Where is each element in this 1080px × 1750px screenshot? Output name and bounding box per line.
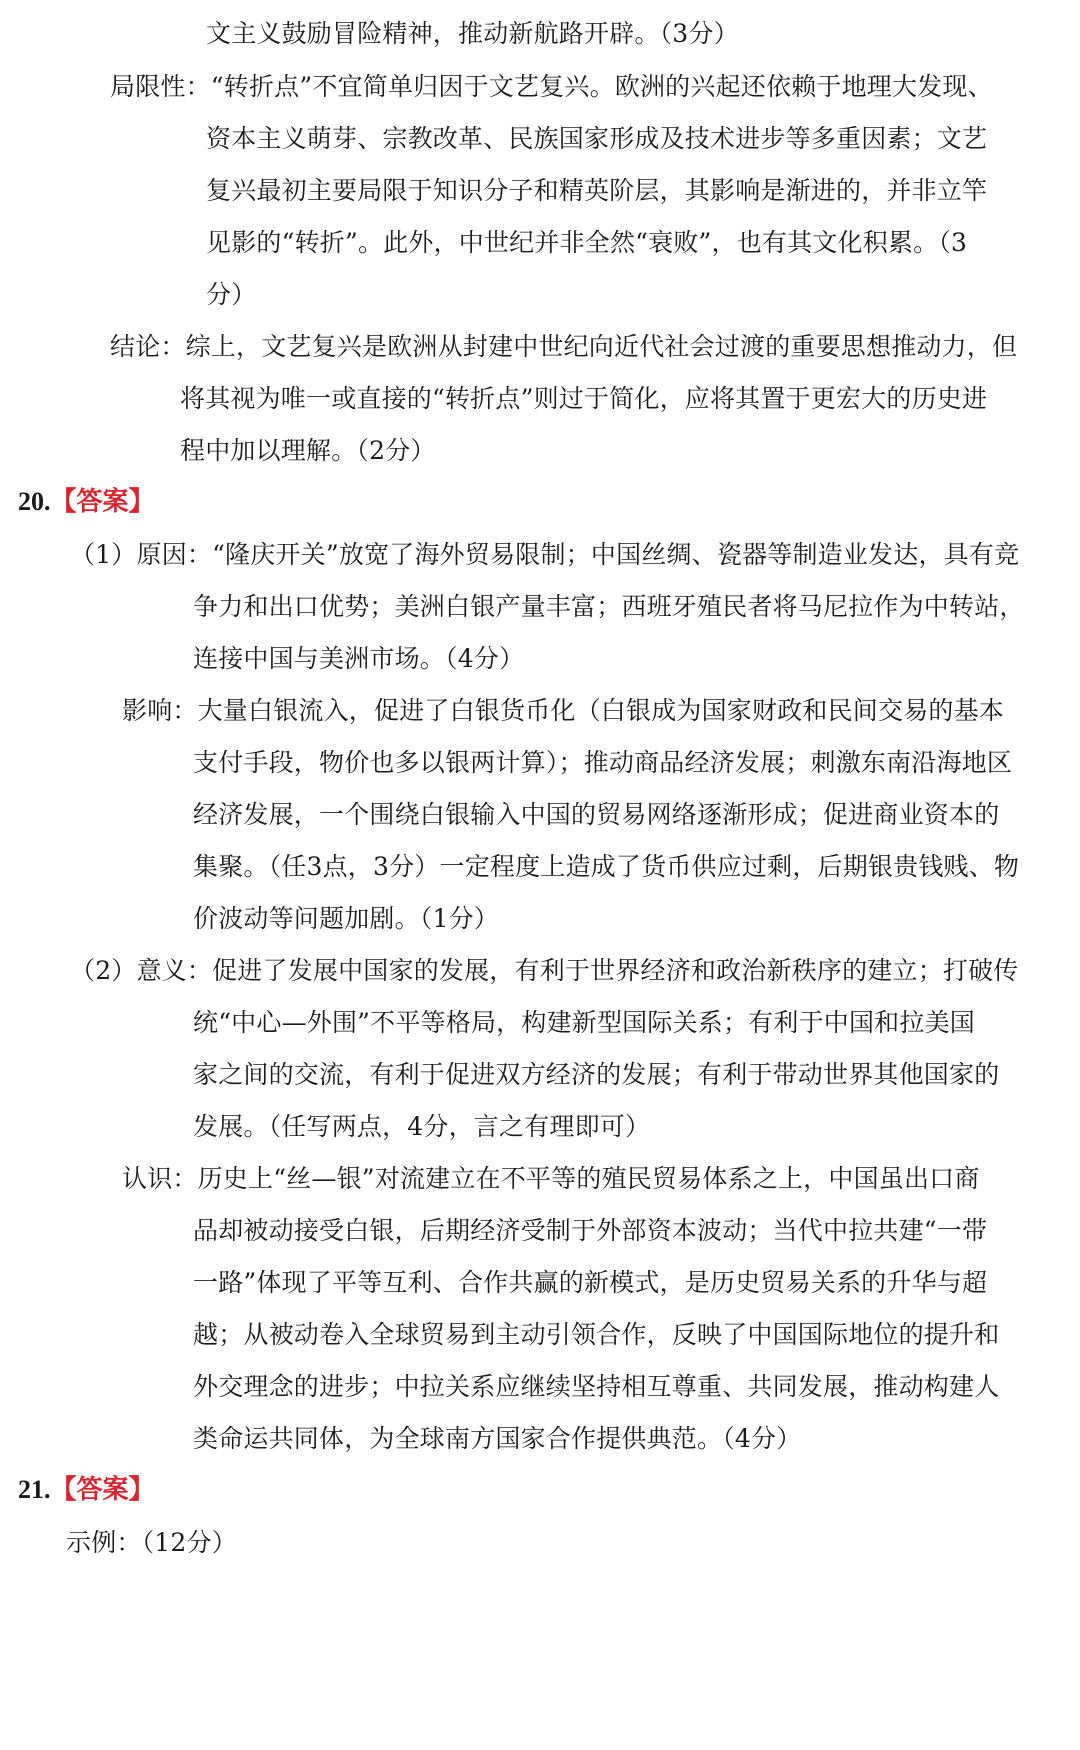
q20-part2-understanding-line-2: 品却被动接受白银，后期经济受制于外部资本波动；当代中拉共建“一带 — [193, 1216, 988, 1245]
q20-part1-reason-line-1: （1）原因：“隆庆开关”放宽了海外贸易限制；中国丝绸、瓷器等制造业发达，具有竞 — [70, 540, 1020, 569]
q20-part1-reason-line-3: 连接中国与美洲市场。（4分） — [193, 644, 525, 673]
q21-heading — [18, 1473, 155, 1507]
q20-part2-understanding-line-4: 越；从被动卷入全球贸易到主动引领合作，反映了中国国际地位的提升和 — [193, 1320, 1000, 1349]
q20-part1-impact-line-1: 影响：大量白银流入，促进了白银货币化（白银成为国家财政和民间交易的基本 — [122, 696, 1005, 725]
q19-conclusion-line-1: 结论：综上，文艺复兴是欧洲从封建中世纪向近代社会过渡的重要思想推动力，但 — [110, 332, 1018, 361]
q19-conclusion-line-3: 程中加以理解。（2分） — [180, 436, 436, 465]
q20-part2-significance-line-3: 家之间的交流，有利于促进双方经济的发展；有利于带动世界其他国家的 — [193, 1060, 1000, 1089]
q20-part2-understanding-line-6: 类命运共同体，为全球南方国家合作提供典范。（4分） — [193, 1424, 802, 1453]
q20-answer-tag: 【答案】 — [50, 487, 155, 517]
q19-limitation-line-3: 复兴最初主要局限于知识分子和精英阶层，其影响是渐进的，并非立竿 — [206, 176, 988, 205]
q20-part1-impact-line-5: 价波动等问题加剧。（1分） — [193, 904, 500, 933]
q20-part2-significance-line-2: 统“中心—外围”不平等格局，构建新型国际关系；有利于中国和拉美国 — [193, 1008, 975, 1037]
q20-part1-impact-line-3: 经济发展，一个围绕白银输入中国的贸易网络逐渐形成；促进商业资本的 — [193, 800, 1000, 829]
q20-number: 20. — [18, 487, 51, 516]
q19-conclusion-line-2: 将其视为唯一或直接的“转折点”则过于简化，应将其置于更宏大的历史进 — [180, 384, 988, 413]
q20-part1-reason-line-2: 争力和出口优势；美洲白银产量丰富；西班牙殖民者将马尼拉作为中转站， — [193, 592, 1025, 621]
q20-heading — [18, 485, 155, 519]
q20-part1-impact-line-4: 集聚。（任3点，3分）一定程度上造成了货币供应过剩，后期银贵钱贱、物 — [193, 852, 1020, 881]
q20-part2-understanding-line-1: 认识：历史上“丝—银”对流建立在不平等的殖民贸易体系之上，中国虽出口商 — [122, 1164, 980, 1193]
q19-limitation-line-4: 见影的“转折”。此外，中世纪并非全然“衰败”，也有其文化积累。（3 — [206, 228, 968, 257]
q20-part2-significance-line-4: 发展。（任写两点，4分，言之有理即可） — [193, 1112, 651, 1141]
q21-answer-tag: 【答案】 — [50, 1475, 155, 1505]
q19-line-1: 文主义鼓励冒险精神，推动新航路开辟。（3分） — [206, 19, 739, 48]
q19-limitation-line-5: 分） — [206, 280, 257, 309]
q21-number: 21. — [18, 1475, 51, 1504]
q20-part2-understanding-line-5: 外交理念的进步；中拉关系应继续坚持相互尊重、共同发展，推动构建人 — [193, 1372, 1000, 1401]
q20-part2-significance-line-1: （2）意义：促进了发展中国家的发展，有利于世界经济和政治新秩序的建立；打破传 — [70, 956, 1019, 985]
q19-limitation-line-2: 资本主义萌芽、宗教改革、民族国家形成及技术进步等多重因素；文艺 — [206, 124, 988, 153]
q20-part1-impact-line-2: 支付手段，物价也多以银两计算）；推动商品经济发展；刺激东南沿海地区 — [193, 748, 1013, 777]
q20-part2-understanding-line-3: 一路”体现了平等互利、合作共赢的新模式，是历史贸易关系的升华与超 — [193, 1268, 988, 1297]
q21-example-line: 示例：（12分） — [66, 1528, 237, 1557]
q19-limitation-line-1: 局限性：“转折点”不宜简单归因于文艺复兴。欧洲的兴起还依赖于地理大发现、 — [110, 72, 993, 101]
